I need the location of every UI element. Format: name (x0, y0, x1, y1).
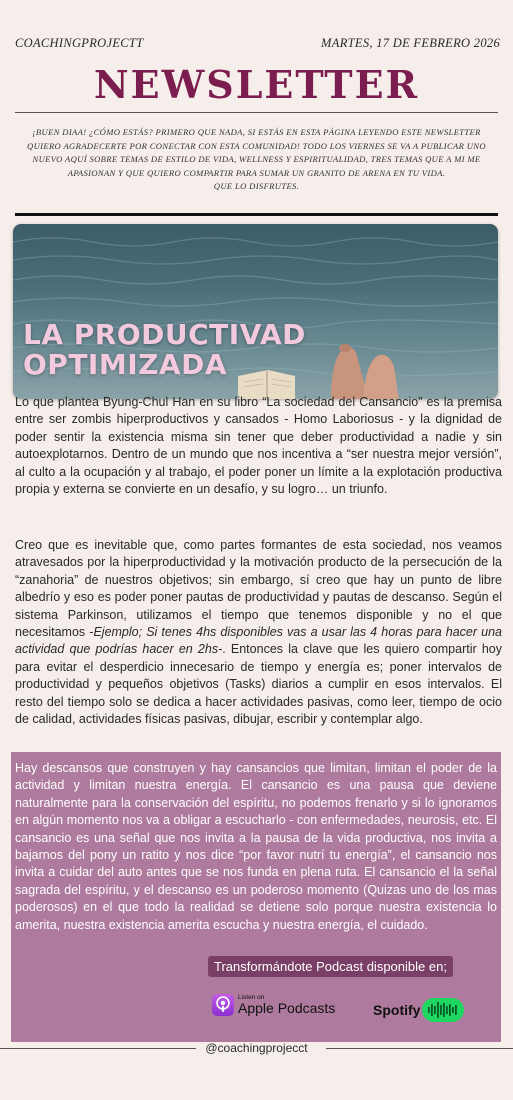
apple-podcasts-icon (212, 994, 234, 1016)
podcast-label: Transformándote Podcast disponible en; (208, 956, 453, 977)
legs-shape (331, 344, 399, 399)
top-bar (15, 36, 500, 51)
hero-title-line1: LA PRODUCTIVAD (23, 318, 306, 351)
spotify-label: Spotify (373, 1002, 421, 1018)
spotify-link[interactable] (373, 998, 464, 1022)
paragraph-2-example: Ejemplo; Si tenes 4hs disponibles vas a usar las 4 horas para hacer una actividad que podrías hacer en 2hs- (15, 625, 502, 657)
brand-name: COACHINGPROJECTT (15, 36, 144, 50)
intro-closing: QUE LO DISFRUTES. (213, 181, 300, 191)
intro-body: ¡BUEN DIAA! ¿CÓMO ESTÁS? PRIMERO QUE NADA, SI ESTÁS EN ESTA PÁGINA LEYENDO ESTE NEWSLETTER QUIERO AGRADECERTE POR CONECTAR CON ESTA COMUNIDAD! TODO LOS VIERNES SE VA A PUBLICAR UNO NUEVO AQUÍ SOBRE TEMAS DE ESTILO DE VIDA, WELLNESS Y ESPIRITUALIDAD, TRES TEMAS QUE A MI ME APASIONAN Y QUE QUIERO COMPARTIR PARA SUMAR UN GRANITO DE ARENA EN TU VIDA. (27, 127, 486, 178)
apple-podcasts-text (238, 995, 335, 1016)
apple-podcasts-link[interactable] (212, 994, 335, 1016)
article-paragraph-2 (15, 537, 502, 728)
spotify-waveform-icon (422, 998, 464, 1022)
issue-date: MARTES, 17 DE FEBRERO 2026 (321, 36, 500, 50)
paragraph-2-start: Creo que es inevitable que, como partes formantes de esta sociedad, nos veamos atravesados por la hiperproductividad y la motivación producto de la persecución de la “zanahoria” de nuestros objetivos; sin embargo, sí creo que hay un punto de libre albedrío y eso es poder poner pautas de productividad y pautas de descanso. Según el sistema Parkinson, utilizamos el tiempo que tenemos disponible y no el que necesitamos - (15, 538, 502, 640)
cansancio-panel (11, 752, 501, 1042)
paragraph-2-end: . Entonces la clave que les quiero compartir hoy para evitar el desperdicio innecesario de tiempo y energía es; poner intervalos de productividad y pequeños objetivos (Tasks) diarios a cumplir en esos intervalos. El resto del tiempo solo se dedica a hacer actividades pasivas, como leer, tiempo de ocio de calidad, actividades físicas pasivas, dibujar, escribir y contemplar algo. (15, 642, 502, 727)
title-divider (15, 112, 498, 113)
hero-title-line2: OPTIMIZADA (23, 348, 228, 381)
newsletter-title: NEWSLETTER (93, 62, 420, 107)
apple-big-label: Apple Podcasts (238, 1000, 336, 1017)
panel-text: Hay descansos que construyen y hay cansancios que limitan, limitan el poder de la actividad y limitan nuestra energía. El cansancio es una pausa que deviene naturalmente para la conservación del espíritu, no podemos frenarlo y si lo ignoramos en algún momento nos va a obligar a escucharlo - con enfermedades, neurosis, etc. El cansancio es una señal que nos invita a la pausa de la vida productiva, nos invita a bajarnos del pony un ratito y nos dice “por favor nutrí tu energía”, el cansancio nos invita a cuidar del auto antes que se nos funda en plena ruta. El cansancio el la señal sagrada del espíritu, y el descanso es un poderoso momento (Quizas uno de los mas poderosos) en el que todo la realidad se detiene solo porque nuestra existencia lo amerita, nuestra existencia amerita escucha y nuestra energía, el cuidado. (15, 761, 497, 932)
section-divider (15, 213, 498, 216)
footer-handle[interactable]: @coachingprojecct (205, 1041, 308, 1055)
hero-title (23, 320, 306, 380)
article-paragraph-1: Lo que plantea Byung-Chul Han en su libro “La sociedad del Cansancio” es la premisa entre ser zombis hiperproductivos y cansados - Homo Laboriosus - y la dignidad de poder sentir la existencia misma sin tener que deber productividad a nadie y sin autoexplotarnos. Dentro de un mundo que nos incentiva a “ser nuestra mejor versión”, al culto a la ocupación y al trabajo, el poder poner un límite a la explotación productiva propia y externa se convierte en un desafío, y su logro… un triunfo. (15, 395, 502, 497)
intro-text (15, 126, 498, 194)
hero-banner (13, 224, 498, 399)
apple-small-label: Listen on (238, 993, 265, 1001)
